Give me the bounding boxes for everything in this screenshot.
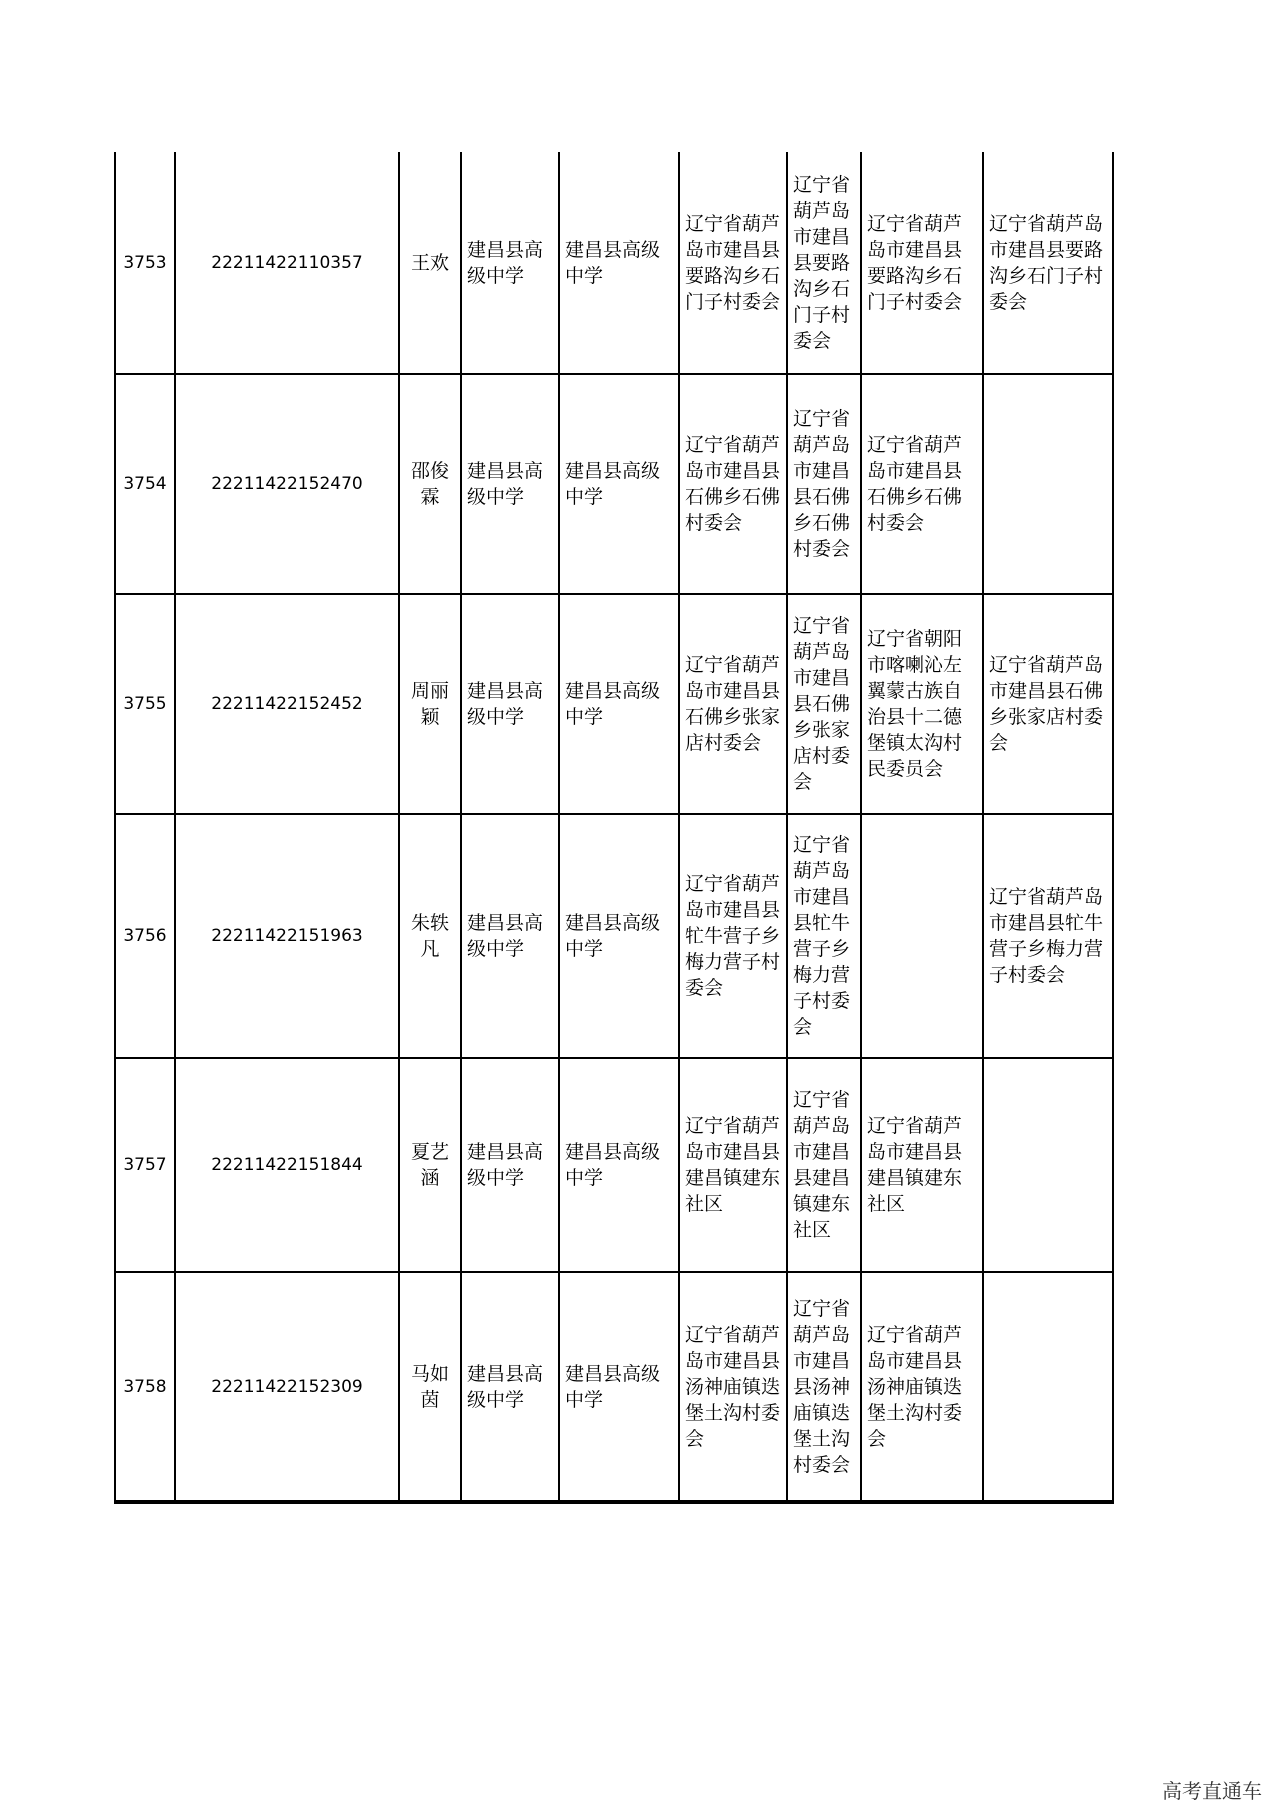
parent-address-cell: 辽宁省葫芦岛市建昌县石佛乡石佛村委会 bbox=[861, 374, 983, 594]
watermark-text: 高考直通车 bbox=[1162, 1779, 1262, 1803]
row-number-cell: 3754 bbox=[115, 374, 175, 594]
table-row bbox=[115, 1272, 1113, 1502]
parent-address-cell: 辽宁省葫芦岛市建昌县汤神庙镇迭堡土沟村委会 bbox=[861, 1272, 983, 1502]
graduated-school-cell: 建昌县高级中学 bbox=[461, 594, 559, 814]
table-row bbox=[115, 814, 1113, 1058]
parent-address-cell: 辽宁省葫芦岛市建昌县要路沟乡石门子村委会 bbox=[861, 152, 983, 374]
graduated-school-cell: 建昌县高级中学 bbox=[461, 374, 559, 594]
row-number-cell: 3756 bbox=[115, 814, 175, 1058]
guardian-address-cell bbox=[983, 374, 1113, 594]
parent-address-cell: 辽宁省朝阳市喀喇沁左翼蒙古族自治县十二德堡镇太沟村民委员会 bbox=[861, 594, 983, 814]
guardian-address-cell: 辽宁省葫芦岛市建昌县牤牛营子乡梅力营子村委会 bbox=[983, 814, 1113, 1058]
exam-id-cell: 22211422152452 bbox=[175, 594, 399, 814]
student-name-cell: 夏艺涵 bbox=[399, 1058, 461, 1272]
graduated-school-cell: 建昌县高级中学 bbox=[461, 1272, 559, 1502]
household-address-cell: 辽宁省葫芦岛市建昌县石佛乡张家店村委会 bbox=[679, 594, 787, 814]
student-name-cell: 马如茵 bbox=[399, 1272, 461, 1502]
student-roster-table bbox=[114, 152, 1114, 1504]
household-address-cell: 辽宁省葫芦岛市建昌县石佛乡石佛村委会 bbox=[679, 374, 787, 594]
residence-address-cell: 辽宁省葫芦岛市建昌县石佛乡张家店村委会 bbox=[787, 594, 861, 814]
row-number-cell: 3758 bbox=[115, 1272, 175, 1502]
household-address-cell: 辽宁省葫芦岛市建昌县牤牛营子乡梅力营子村委会 bbox=[679, 814, 787, 1058]
guardian-address-cell: 辽宁省葫芦岛市建昌县石佛乡张家店村委会 bbox=[983, 594, 1113, 814]
parent-address-cell: 辽宁省葫芦岛市建昌县建昌镇建东社区 bbox=[861, 1058, 983, 1272]
student-name-cell: 邵俊霖 bbox=[399, 374, 461, 594]
guardian-address-cell bbox=[983, 1058, 1113, 1272]
student-name-cell: 周丽颖 bbox=[399, 594, 461, 814]
exam-id-cell: 22211422152309 bbox=[175, 1272, 399, 1502]
guardian-address-cell: 辽宁省葫芦岛市建昌县要路沟乡石门子村委会 bbox=[983, 152, 1113, 374]
roster-body bbox=[115, 152, 1113, 1502]
household-address-cell: 辽宁省葫芦岛市建昌县要路沟乡石门子村委会 bbox=[679, 152, 787, 374]
registered-school-cell: 建昌县高级中学 bbox=[559, 594, 679, 814]
row-number-cell: 3753 bbox=[115, 152, 175, 374]
table-row bbox=[115, 1058, 1113, 1272]
exam-id-cell: 22211422152470 bbox=[175, 374, 399, 594]
exam-id-cell: 22211422110357 bbox=[175, 152, 399, 374]
registered-school-cell: 建昌县高级中学 bbox=[559, 814, 679, 1058]
residence-address-cell: 辽宁省葫芦岛市建昌县牤牛营子乡梅力营子村委会 bbox=[787, 814, 861, 1058]
residence-address-cell: 辽宁省葫芦岛市建昌县汤神庙镇迭堡土沟村委会 bbox=[787, 1272, 861, 1502]
residence-address-cell: 辽宁省葫芦岛市建昌县石佛乡石佛村委会 bbox=[787, 374, 861, 594]
table-row bbox=[115, 594, 1113, 814]
graduated-school-cell: 建昌县高级中学 bbox=[461, 152, 559, 374]
exam-id-cell: 22211422151844 bbox=[175, 1058, 399, 1272]
exam-id-cell: 22211422151963 bbox=[175, 814, 399, 1058]
residence-address-cell: 辽宁省葫芦岛市建昌县建昌镇建东社区 bbox=[787, 1058, 861, 1272]
household-address-cell: 辽宁省葫芦岛市建昌县建昌镇建东社区 bbox=[679, 1058, 787, 1272]
student-name-cell: 王欢 bbox=[399, 152, 461, 374]
student-name-cell: 朱轶凡 bbox=[399, 814, 461, 1058]
registered-school-cell: 建昌县高级中学 bbox=[559, 374, 679, 594]
table-row bbox=[115, 152, 1113, 374]
registered-school-cell: 建昌县高级中学 bbox=[559, 1272, 679, 1502]
household-address-cell: 辽宁省葫芦岛市建昌县汤神庙镇迭堡土沟村委会 bbox=[679, 1272, 787, 1502]
graduated-school-cell: 建昌县高级中学 bbox=[461, 814, 559, 1058]
registered-school-cell: 建昌县高级中学 bbox=[559, 1058, 679, 1272]
graduated-school-cell: 建昌县高级中学 bbox=[461, 1058, 559, 1272]
guardian-address-cell bbox=[983, 1272, 1113, 1502]
row-number-cell: 3757 bbox=[115, 1058, 175, 1272]
row-number-cell: 3755 bbox=[115, 594, 175, 814]
residence-address-cell: 辽宁省葫芦岛市建昌县要路沟乡石门子村委会 bbox=[787, 152, 861, 374]
registered-school-cell: 建昌县高级中学 bbox=[559, 152, 679, 374]
table-row bbox=[115, 374, 1113, 594]
parent-address-cell bbox=[861, 814, 983, 1058]
